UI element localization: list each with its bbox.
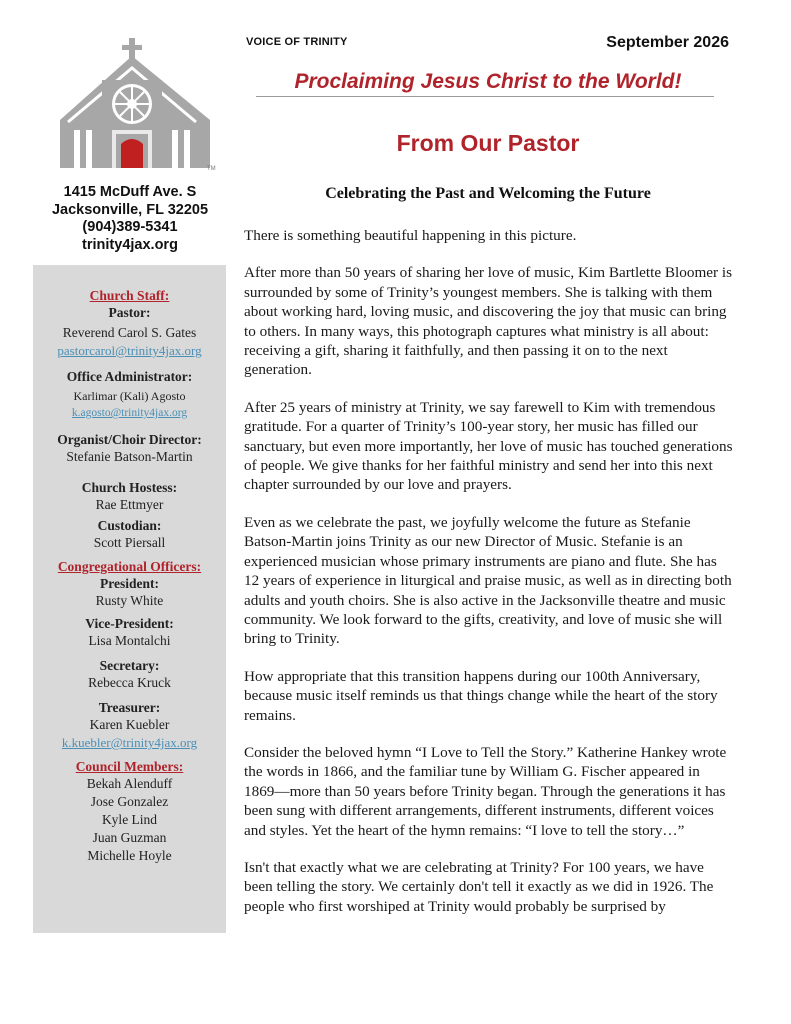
- tagline: Proclaiming Jesus Christ to the World!: [294, 70, 682, 93]
- article-paragraph: Isn't that exactly what we are celebrating at Trinity? For 100 years, we have been telling the story. We certainly don't tell it exactly as we did in 1926. The people who first worshiped at Trinity would probably be surprised by: [244, 858, 714, 915]
- organist-name: Stefanie Batson-Martin: [66, 449, 193, 464]
- hostess-role: Church Hostess:: [81, 480, 178, 495]
- secretary-role: Secretary:: [99, 658, 160, 673]
- pastor-name: Reverend Carol S. Gates: [62, 325, 197, 340]
- treasurer-name: Karen Kuebler: [89, 717, 170, 732]
- church-logo-icon: [60, 38, 210, 178]
- officers-title: Congregational Officers:: [57, 559, 202, 574]
- staff-sidebar: [33, 265, 226, 933]
- vice-president-section: [33, 615, 226, 650]
- website-link[interactable]: trinity4jax.org: [82, 236, 178, 253]
- article-paragraph: There is something beautiful happening in this picture.: [244, 227, 577, 244]
- organist-section: [33, 431, 226, 466]
- phone-number: (904)389-5341: [82, 219, 178, 235]
- office-admin-section: [33, 368, 226, 422]
- hostess-section: [33, 479, 226, 514]
- treasurer-role: Treasurer:: [98, 700, 161, 715]
- address-street: 1415 McDuff Ave. S: [63, 184, 197, 200]
- treasurer-email-link[interactable]: k.kuebler@trinity4jax.org: [61, 735, 198, 750]
- council-member: Kyle Lind: [101, 812, 158, 827]
- article-title: Celebrating the Past and Welcoming the Future: [325, 185, 651, 202]
- council-title: Council Members:: [75, 759, 184, 774]
- organist-role: Organist/Choir Director:: [57, 432, 202, 447]
- custodian-section: [33, 517, 226, 552]
- council-section: [33, 758, 226, 865]
- custodian-role: Custodian:: [97, 518, 162, 533]
- publication-name: VOICE OF TRINITY: [246, 36, 348, 48]
- council-member: Michelle Hoyle: [87, 848, 172, 863]
- vice-president-role: Vice-President:: [85, 616, 174, 631]
- council-member: Jose Gonzalez: [90, 794, 169, 809]
- president-role: President:: [100, 576, 159, 591]
- church-address: [30, 184, 230, 254]
- council-member: Bekah Alenduff: [86, 776, 173, 791]
- secretary-name: Rebecca Kruck: [88, 675, 171, 690]
- office-admin-role: Office Administrator:: [66, 369, 193, 384]
- hostess-name: Rae Ettmyer: [95, 497, 164, 512]
- officers-section: [33, 558, 226, 610]
- pastor-role: Pastor:: [108, 305, 151, 320]
- address-city: Jacksonville, FL 32205: [51, 201, 209, 218]
- council-member: Juan Guzman: [92, 830, 167, 845]
- article-paragraph: Even as we celebrate the past, we joyfully welcome the future as Stefanie Batson-Martin joins Trinity as our new Director of Music. Stefanie is an experienced musician whose primary instruments are piano and flute. She has 12 years of experience in liturgical and praise music, as well as in directing both adults and youth choirs. She is also active in the Jacksonville theatre and music community. We look forward to the gifts, creativity, and love of music she will bring to Trinity.: [244, 513, 732, 648]
- trademark-mark: TM: [207, 166, 216, 172]
- church-staff-section: [33, 287, 226, 359]
- pastor-email-link[interactable]: pastorcarol@trinity4jax.org: [57, 343, 202, 358]
- article-body: [244, 226, 734, 934]
- column-title: From Our Pastor: [396, 130, 580, 156]
- article-paragraph: After more than 50 years of sharing her love of music, Kim Bartlette Bloomer is surrounded by some of Trinity’s youngest members. She is talking with them about working hard, loving music, and discovering the joy that music can bring to others. In many ways, this photograph captures what ministry is all about: receiving a gift, sharing it faithfully, and then passing it on to the next generation.: [244, 264, 732, 379]
- article-paragraph: How appropriate that this transition happens during our 100th Anniversary, because music itself reminds us that things change while the heart of the story remains.: [244, 667, 718, 724]
- secretary-section: [33, 657, 226, 692]
- vice-president-name: Lisa Montalchi: [88, 633, 171, 648]
- church-staff-title: Church Staff:: [89, 288, 170, 303]
- custodian-name: Scott Piersall: [93, 535, 166, 550]
- treasurer-section: [33, 699, 226, 751]
- issue-date: September 2026: [606, 34, 729, 51]
- header-divider: [256, 96, 714, 97]
- office-admin-email-link[interactable]: k.agosto@trinity4jax.org: [71, 407, 188, 419]
- article-paragraph: After 25 years of ministry at Trinity, we say farewell to Kim with tremendous gratitude. For a quarter of Trinity’s 100-year story, her music has filled our sanctuary, but even more importantly, her love of music has touched generations of people. We give thanks for her faithful ministry and send her into this next chapter surrounded by our love and prayers.: [244, 398, 733, 494]
- office-admin-name: Karlimar (Kali) Agosto: [73, 389, 186, 403]
- article-paragraph: Consider the beloved hymn “I Love to Tell the Story.” Katherine Hankey wrote the words in 1866, and the familiar tune by William G. Fischer appeared in 1869—more than 50 years before Trinity began. Through the generations it has been sung with different arrangements, different instruments, different voices and styles. Yet the heart of the hymn remains: “I love to tell the story…”: [244, 743, 727, 839]
- president-name: Rusty White: [95, 593, 164, 608]
